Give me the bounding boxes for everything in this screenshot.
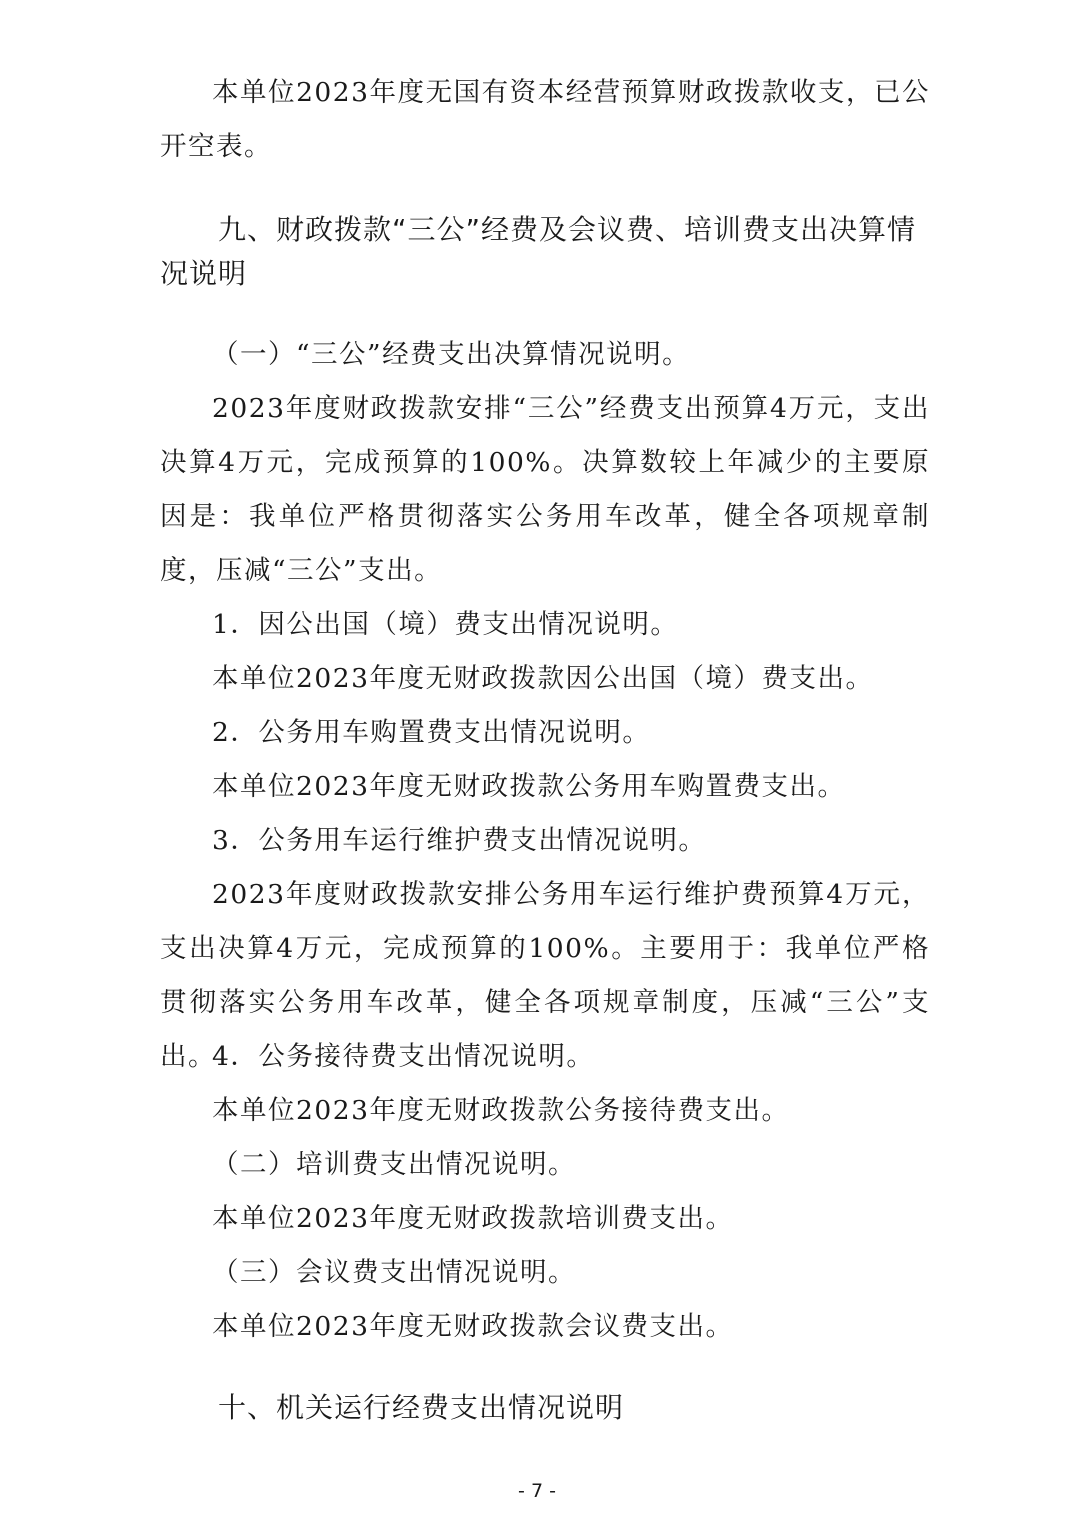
- section-heading-nine: 九、财政拨款“三公”经费及会议费、培训费支出决算情况说明: [160, 213, 917, 290]
- item-heading-vehicle-operation: 3．公务用车运行维护费支出情况说明。: [212, 825, 707, 856]
- page-number: - 7 -: [518, 1480, 556, 1502]
- paragraph-overseas-travel: 本单位2023年度无财政拨款因公出国（境）费支出。: [212, 663, 874, 694]
- item-heading-official-reception: 4．公务接待费支出情况说明。: [212, 1041, 595, 1072]
- paragraph-training-expenses: 本单位2023年度无财政拨款培训费支出。: [212, 1203, 734, 1234]
- item-heading-overseas-travel: 1．因公出国（境）费支出情况说明。: [212, 609, 679, 640]
- paragraph-vehicle-operation: 2023年度财政拨款安排公务用车运行维护费预算4万元，支出决算4万元，完成预算的100%。主要用于：我单位严格贯彻落实公务用车改革，健全各项规章制度，压减“三公”支出。: [160, 879, 930, 1072]
- subheading-three-public-expenses: （一）“三公”经费支出决算情况说明。: [212, 339, 691, 370]
- subheading-meeting-expenses: （三）会议费支出情况说明。: [212, 1257, 576, 1288]
- paragraph-meeting-expenses: 本单位2023年度无财政拨款会议费支出。: [212, 1311, 734, 1342]
- subheading-training-expenses: （二）培训费支出情况说明。: [212, 1149, 576, 1180]
- item-heading-vehicle-purchase: 2．公务用车购置费支出情况说明。: [212, 717, 651, 748]
- paragraph-state-capital-budget: 本单位2023年度无国有资本经营预算财政拨款收支，已公开空表。: [160, 77, 930, 162]
- paragraph-vehicle-purchase: 本单位2023年度无财政拨款公务用车购置费支出。: [212, 771, 846, 802]
- section-heading-ten: 十、机关运行经费支出情况说明: [218, 1391, 625, 1424]
- paragraph-official-reception: 本单位2023年度无财政拨款公务接待费支出。: [212, 1095, 790, 1126]
- paragraph-three-public-budget: 2023年度财政拨款安排“三公”经费支出预算4万元，支出决算4万元，完成预算的100%。决算数较上年减少的主要原因是：我单位严格贯彻落实公务用车改革，健全各项规章制度，压减“三公”支出。: [160, 393, 930, 586]
